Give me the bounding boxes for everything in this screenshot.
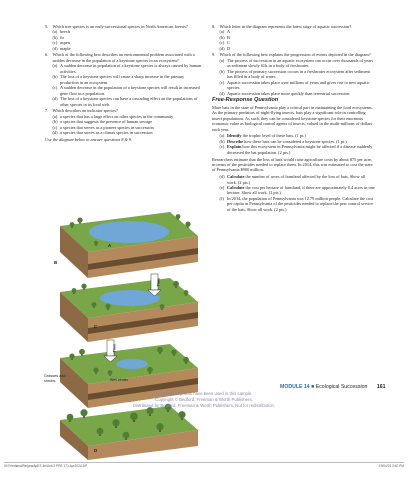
option-letter: (d) (52, 96, 58, 102)
stage-label-b: B (54, 260, 58, 265)
part-letter: (f) (219, 195, 224, 201)
frq-part (212, 144, 375, 155)
part-body (227, 174, 375, 185)
option-text: fir (60, 34, 65, 40)
option-letter: (a) (219, 57, 225, 63)
option-text: a species that serves as a pioneer species in succession (60, 124, 154, 130)
option-letter: (d) (52, 129, 58, 135)
question-item (212, 52, 375, 96)
answer-option (45, 46, 202, 51)
answer-option (45, 85, 202, 96)
option-letter: (d) (52, 45, 58, 51)
module-number: MODULE 14 (280, 384, 310, 390)
page-footer (280, 384, 385, 390)
question-number: 9. (212, 52, 216, 58)
option-letter: (b) (219, 34, 225, 40)
part-body (227, 185, 375, 196)
part-letter: (a) (219, 133, 225, 139)
slug-right: 19/04/23 3:40 PM (378, 464, 404, 468)
right-column (212, 24, 375, 212)
option-letter: (c) (52, 40, 58, 46)
option-text: aspen (60, 40, 70, 46)
part-text: how these bats can be considered a keystone species. (1 pt.) (243, 138, 347, 144)
question-number: 5. (45, 24, 49, 29)
option-letter: (a) (219, 29, 225, 35)
question-text: Which tree species is an early-successional species in North American forests? (52, 24, 188, 29)
left-question-list (45, 24, 202, 135)
question-item (45, 108, 202, 135)
question-text: Which letter in the diagram represents the latest stage of aquatic succession? (219, 24, 352, 29)
succession-illustration (50, 206, 200, 462)
tree-icon (77, 218, 82, 224)
option-text: Aquatic succession takes place over millions of years and gives rise to new aquatic species. (227, 79, 370, 91)
answer-option (45, 74, 202, 85)
answer-option (45, 63, 202, 74)
part-letter: (b) (219, 138, 225, 144)
part-body (227, 196, 375, 212)
option-letter: (a) (52, 113, 58, 119)
frq-heading: Free-Response Question (212, 97, 279, 104)
wet-center-label: Wet center (110, 378, 129, 382)
option-letter: (d) (219, 45, 225, 51)
right-question-list (212, 24, 375, 96)
part-letter: (c) (219, 144, 225, 150)
left-column (45, 24, 202, 142)
option-letter: (c) (52, 124, 58, 130)
answer-option (45, 96, 202, 107)
frq-part (212, 174, 375, 185)
stage-b-filling (60, 278, 198, 342)
answer-option (212, 46, 375, 51)
frq-parts-group-2 (212, 174, 375, 212)
answer-option (212, 91, 375, 96)
answer-option (212, 69, 375, 80)
option-text: A sudden decrease in the population of a keystone species will result in increased gene flow in a population. (60, 85, 200, 96)
part-body (227, 144, 375, 155)
page-number: 161 (376, 384, 386, 390)
option-letter: (c) (219, 40, 225, 46)
option-text: beech (60, 29, 71, 35)
watermark-line-1: Uncorrected proofs have been used in this sample. (155, 391, 253, 396)
question-number: 7. (45, 108, 49, 114)
frq-intro: More bats in the state of Pennsylvania play a critical part in maintaining the food ecosystems. As the primary predators of night-flying insects, bats play a significant role in controlling insect populations. As such, they can be considered keystone species for their enormous economic value as biological control agents of insects, valued in the multi-millions of dollars each year. (212, 104, 373, 132)
part-task-verb: Explain (227, 144, 242, 150)
question-text: Which of the following best describes an environmental problem associated with a sudden decrease in the population of a keystone species in an ecosystem? (52, 52, 195, 63)
option-letter: (a) (52, 29, 58, 35)
option-letter: (c) (52, 85, 58, 91)
part-task-verb: Identify (227, 133, 242, 139)
option-letter: (c) (219, 79, 225, 85)
question-stem (45, 52, 202, 63)
option-letter: (b) (52, 74, 58, 80)
print-slug (4, 462, 404, 468)
option-letter: (b) (52, 119, 58, 125)
answer-option (212, 58, 375, 69)
frq-part (212, 185, 375, 196)
option-letter: (b) (52, 34, 58, 40)
option-letter: (b) (219, 68, 225, 74)
option-text: C (227, 40, 230, 46)
stage-label-a: A (108, 243, 112, 248)
part-task-verb: Calculate (227, 174, 245, 180)
grasses-label: Grasses and shrubs (44, 374, 66, 383)
question-item (212, 24, 375, 51)
slug-left: 00 Friedland/Relyea/ApES 4e/Unit 3 PRE 171 Apr2024 3/P (4, 464, 88, 468)
question-number: 6. (45, 52, 49, 58)
option-text: The loss of a keystone species will cause a sharp increase in the primary production in an ecosystem. (60, 74, 185, 85)
question-text: Which describes an indicator species? (52, 108, 118, 114)
option-text: a species that serves as a climax species in succession (60, 129, 153, 135)
option-text: B (227, 34, 230, 40)
stage-label-c: C (94, 324, 98, 329)
answer-option (45, 130, 202, 135)
option-text: a species that suggests the presence of human sewage (60, 119, 153, 125)
frq-parts-group-1 (212, 133, 375, 155)
footer-separator: ■ (311, 384, 315, 390)
watermark-line-3: Distributed by Bedford, Freeman & Worth Publishers. Not for redistribution. (132, 403, 276, 408)
answer-option (212, 80, 375, 91)
module-title: Ecological Succession (315, 384, 368, 390)
part-text: In 2014, the population of Pennsylvania was 12.79 million people. Calculate the cost per capita in Pennsylvania of the pesticides needed to replace the pest control service of the bats. Show all work. (2 pts.) (227, 195, 374, 212)
part-text: the trophic level of these bats. (1 pt.) (241, 133, 306, 139)
option-text: maple (60, 45, 71, 51)
part-text: the number of acres of farmland affected by the loss of bats. Show all work. (2 pts.) (227, 174, 365, 185)
part-text: the cost per hectare of farmland, if there are approximately 0.4 acres in one hectare. Show all work. (2 pts.) (227, 184, 375, 196)
part-text: how this ecosystem in Pennsylvania might be affected if a disease suddenly decreased the bat population. (2 pts.) (227, 144, 373, 155)
tree-icon (79, 349, 85, 356)
watermark-line-2: Copyright © Bedford, Freeman & Worth Publishers. (155, 397, 253, 402)
stage-label-d: D (94, 448, 98, 453)
option-text: Aquatic succession takes place more quickly than terrestrial succession. (227, 90, 351, 96)
question-item (45, 52, 202, 107)
option-text: The loss of a keystone species can have a cascading effect on the populations of other species in its food web. (60, 96, 198, 107)
option-text: The process of succession in an aquatic ecosystem can occur over thousands of years as sediment slowly fills in a body of freshwater. (227, 57, 374, 69)
option-text: A sudden decrease in population of a keystone species is always caused by human activities. (60, 63, 202, 74)
part-letter: (d) (219, 174, 225, 180)
time-label-1: Time (155, 277, 161, 287)
part-task-verb: Describe (227, 138, 243, 144)
option-text: a species that has a large effect on other species in the community (60, 113, 174, 119)
succession-diagram (44, 206, 200, 462)
option-letter: (a) (52, 63, 58, 69)
frq-middle-text: Researchers estimate that the loss of bats would raise agriculture costs by about $75 per acre, in terms of the pesticides needed to replace them. In 2014, this was estimated to cost the state of Pennsylvania $900 million. (212, 156, 373, 173)
question-text: Which of the following best explains the progression of events depicted in the diagram? (219, 52, 371, 58)
option-text: The process of primary succession occurs in a freshwater ecosystem after sediment has filled in a body of water. (227, 68, 370, 80)
diagram-instruction: Use the diagram below to answer questions 8 & 9. (45, 136, 133, 142)
option-text: A (227, 29, 231, 35)
time-label-2: Time (111, 343, 117, 353)
option-letter: (d) (219, 90, 225, 96)
question-item (45, 24, 202, 51)
frq-part (212, 196, 375, 212)
option-text: D (227, 45, 231, 51)
question-number: 8. (212, 24, 216, 29)
part-letter: (e) (219, 184, 225, 190)
part-task-verb: Calculate (227, 184, 245, 190)
